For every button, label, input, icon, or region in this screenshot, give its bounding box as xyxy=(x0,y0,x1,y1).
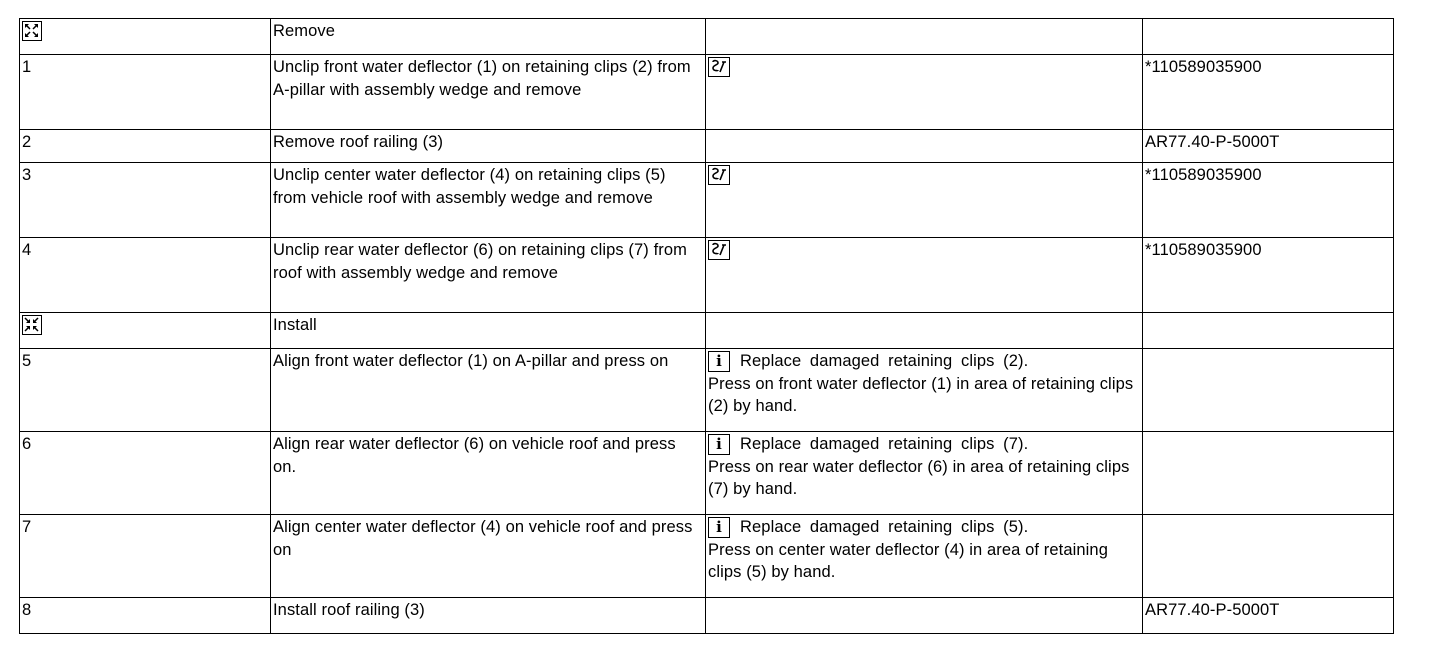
table-row xyxy=(20,130,1394,163)
note-cell xyxy=(706,313,1143,349)
table-row xyxy=(20,432,1394,515)
note-cell xyxy=(706,598,1143,634)
info-icon: i xyxy=(708,351,730,372)
note-heading: Replace damaged retaining clips (2). xyxy=(740,352,1029,370)
note-cell xyxy=(706,163,1143,238)
instruction-cell: Unclip center water deflector (4) on retaining clips (5) from vehicle roof with assembly wedge and remove xyxy=(271,163,706,238)
note-cell xyxy=(706,55,1143,130)
reference-cell: *110589035900 xyxy=(1143,55,1394,130)
special-tool-icon xyxy=(708,165,730,185)
instruction-cell: Unclip rear water deflector (6) on retaining clips (7) from roof with assembly wedge and remove xyxy=(271,238,706,313)
note-body: Press on rear water deflector (6) in area of retaining clips (7) by hand. xyxy=(708,457,1130,498)
reference-cell xyxy=(1143,349,1394,432)
install-icon xyxy=(22,315,42,335)
step-cell: 6 xyxy=(20,432,271,515)
note-cell xyxy=(706,349,1143,432)
note-cell xyxy=(706,238,1143,313)
note-cell xyxy=(706,515,1143,598)
reference-cell xyxy=(1143,432,1394,515)
step-cell: 8 xyxy=(20,598,271,634)
note-cell xyxy=(706,432,1143,515)
reference-cell: AR77.40-P-5000T xyxy=(1143,598,1394,634)
table-row xyxy=(20,238,1394,313)
step-cell: 2 xyxy=(20,130,271,163)
step-cell: 3 xyxy=(20,163,271,238)
instruction-cell: Remove roof railing (3) xyxy=(271,130,706,163)
step-cell: 4 xyxy=(20,238,271,313)
step-cell xyxy=(20,313,271,349)
note-heading: Replace damaged retaining clips (7). xyxy=(740,435,1029,453)
instruction-cell: Align rear water deflector (6) on vehicle roof and press on. xyxy=(271,432,706,515)
info-icon: i xyxy=(708,517,730,538)
info-icon: i xyxy=(708,434,730,455)
instruction-cell: Remove xyxy=(271,19,706,55)
step-cell: 7 xyxy=(20,515,271,598)
reference-cell xyxy=(1143,313,1394,349)
instruction-cell: Unclip front water deflector (1) on retaining clips (2) from A-pillar with assembly wedge and remove xyxy=(271,55,706,130)
note-body: Press on front water deflector (1) in area of retaining clips (2) by hand. xyxy=(708,374,1134,415)
special-tool-icon xyxy=(708,57,730,77)
remove-icon xyxy=(22,21,42,41)
note-heading: Replace damaged retaining clips (5). xyxy=(740,518,1029,536)
instruction-cell: Align center water deflector (4) on vehicle roof and press on xyxy=(271,515,706,598)
special-tool-icon xyxy=(708,240,730,260)
step-cell: 5 xyxy=(20,349,271,432)
instruction-cell: Install roof railing (3) xyxy=(271,598,706,634)
table-row xyxy=(20,19,1394,55)
table-row xyxy=(20,598,1394,634)
reference-cell: *110589035900 xyxy=(1143,163,1394,238)
reference-cell: *110589035900 xyxy=(1143,238,1394,313)
table-row xyxy=(20,163,1394,238)
table-row xyxy=(20,349,1394,432)
procedure-table xyxy=(19,18,1394,634)
step-cell xyxy=(20,19,271,55)
instruction-cell: Align front water deflector (1) on A-pillar and press on xyxy=(271,349,706,432)
table-row xyxy=(20,515,1394,598)
table-row xyxy=(20,55,1394,130)
step-cell: 1 xyxy=(20,55,271,130)
instruction-cell: Install xyxy=(271,313,706,349)
reference-cell: AR77.40-P-5000T xyxy=(1143,130,1394,163)
reference-cell xyxy=(1143,515,1394,598)
table-row xyxy=(20,313,1394,349)
reference-cell xyxy=(1143,19,1394,55)
note-cell xyxy=(706,19,1143,55)
note-body: Press on center water deflector (4) in area of retaining clips (5) by hand. xyxy=(708,540,1108,581)
note-cell xyxy=(706,130,1143,163)
